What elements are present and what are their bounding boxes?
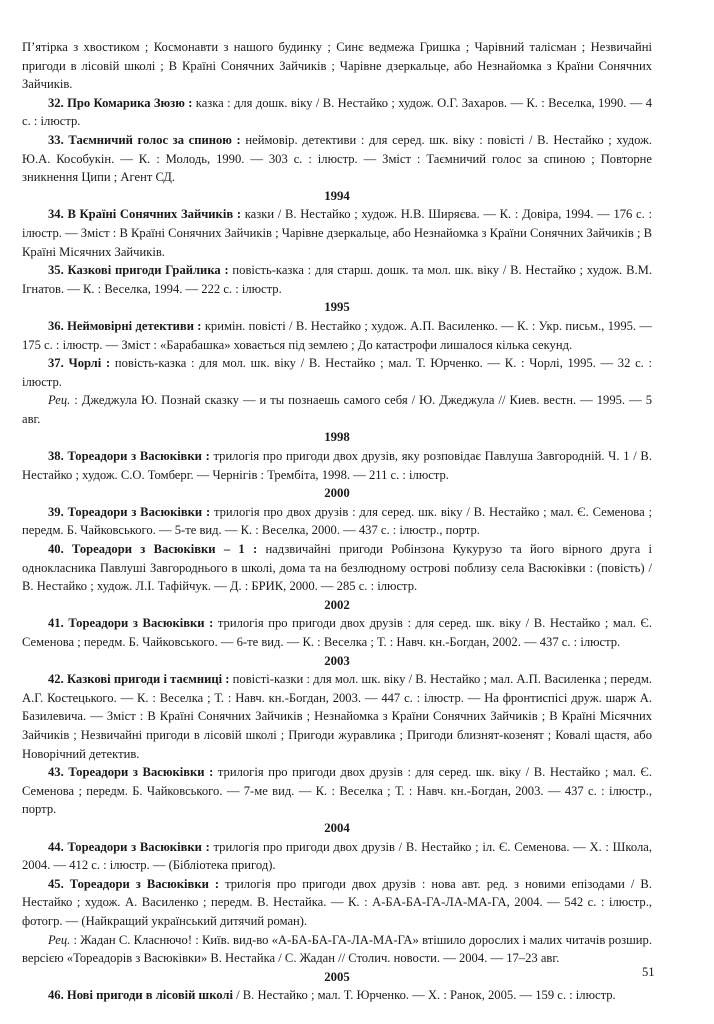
entry-number: 44. — [48, 839, 64, 854]
intro-continuation: П’ятірка з хвостиком ; Космонавти з нашого будинку ; Синє ведмежа Гришка ; Чарівний талісман ; Незвичайні пригоди в лісовій школі ; В Країні Сонячних Зайчиків ; Чарівне дзеркальце, або Незнайомка з Країни Сонячних Зайчиків. — [22, 40, 652, 92]
entry-title: Про Комарика Зюзю : — [67, 95, 193, 110]
entry-description: / В. Нестайко ; мал. Т. Юрченко. — Х. : Ранок, 2005. — 159 с. : ілюстр. — [232, 988, 616, 1003]
year-heading: 2000 — [324, 486, 350, 501]
page-number: 51 — [642, 965, 655, 979]
entry-number: 32. — [48, 95, 64, 110]
entry-title: Тореадори з Васюківки : — [67, 839, 210, 854]
entry-number: 41. — [48, 616, 64, 631]
entry-description: казки / В. Нестайко ; худож. Н.В. Ширяєва. — К. : Довіра, 1994. — 176 с. : ілюстр. — Зміст : В Країні Сонячних Зайчиків ; Чарівне дзеркальце, або Незнайомка з Країни Сонячних Зайчиків ; В Країні Місячних Зайчиків. — [22, 207, 652, 259]
entry-title: Неймовірні детективи : — [67, 318, 202, 333]
entry-number: 36. — [48, 318, 64, 333]
review-note — [22, 931, 652, 968]
review-label: Рец. — [48, 932, 71, 947]
bibliography-entry — [22, 986, 652, 1005]
entry-title: Тореадори з Васюківки : — [67, 449, 210, 464]
review-note — [22, 391, 652, 428]
entry-number: 33. — [48, 132, 64, 147]
bibliography-entry — [22, 763, 652, 819]
entry-number: 45. — [48, 876, 64, 891]
review-label: Рец. — [48, 393, 71, 408]
entry-number: 39. — [48, 504, 64, 519]
entry-description: неймовір. детективи : для серед. шк. віку : повісті / В. Нестайко ; худож. Ю.А. Кособукін. — К. : Молодь, 1990. — 303 с. : ілюстр. — Зміст : Таємничий голос за спиною ; Повторне зникнення Ципи ; Агент СД. — [22, 132, 652, 185]
year-heading: 2002 — [324, 597, 350, 612]
entry-number: 42. — [48, 672, 64, 687]
entry-title: Таємничий голос за спиною : — [68, 132, 241, 147]
entry-description: казка : для дошк. віку / В. Нестайко ; худож. О.Г. Захаров. — К. : Веселка, 1990. — 4 с. : ілюстр. — [22, 95, 652, 129]
bibliography-entry — [22, 875, 652, 931]
bibliography-entry — [22, 205, 652, 261]
entry-description: трилогія про двох друзів : для серед. шк. віку / В. Нестайко ; мал. Є. Семенова ; передм. Б. Чайковського. — 5-те вид. — К. : Веселка, 2000. — 437 с. : ілюстр., портр. — [22, 504, 652, 538]
bibliography-entry — [22, 447, 652, 484]
entry-title: Нові пригоди в лісовій школі — [66, 988, 233, 1003]
entry-description: трилогія про пригоди двох друзів / В. Нестайко ; іл. Є. Семенова. — Х. : Школа, 2004. — 412 с. : ілюстр. — (Бібліотека пригод). — [22, 839, 652, 873]
year-heading: 2004 — [324, 820, 350, 835]
entry-number: 34. — [48, 207, 64, 222]
bibliography-entry — [22, 540, 652, 596]
entry-number: 43. — [48, 765, 64, 780]
bibliography-entry — [22, 131, 652, 187]
review-text: : Жадан С. Класнючо! : Київ. вид-во «А-БА-БА-ГА-ЛА-МА-ГА» втішило дорослих і малих читачів розшир. версією «Тореадорів з Васюківки» В. Нестайка / С. Жадан // Столич. новости. — 2004. — 17–23 авг. — [22, 932, 652, 966]
bibliography-entry — [22, 670, 652, 763]
bibliography-entry — [22, 614, 652, 651]
entry-description: повість-казка : для старш. дошк. та мол. шк. віку / В. Нестайко ; худож. В.М. Ігнатов. — К. : Веселка, 1994. — 222 с. : ілюстр. — [22, 263, 652, 296]
entry-number: 37. — [48, 356, 64, 371]
review-text: : Джеджула Ю. Познай сказку — и ты познаешь самого себя / Ю. Джеджула // Киев. вестн. — 1995. — 5 авг. — [22, 393, 652, 426]
entry-title: Казкові пригоди і таємниці : — [66, 672, 230, 687]
bibliography-body — [22, 38, 652, 1005]
year-heading: 1994 — [324, 188, 350, 203]
entry-title: Тореадори з Васюківки : — [68, 616, 214, 631]
bibliography-entry — [22, 503, 652, 540]
entry-description: кримін. повісті / В. Нестайко ; худож. А.П. Василенко. — К. : Укр. письм., 1995. — 175 с. : ілюстр. — Зміст : «Барабашка» ховається під землею ; До катастрофи лишалося кілька секунд. — [22, 318, 652, 352]
bibliography-entry — [22, 317, 652, 354]
entry-description: повість-казка : для мол. шк. віку / В. Нестайко ; мал. Т. Юрченко. — К. : Чорлі, 1995. — 32 с. : ілюстр. — [22, 356, 653, 389]
bibliography-entry — [22, 94, 652, 131]
entry-number: 35. — [48, 263, 64, 278]
entry-description: повісті-казки : для мол. шк. віку / В. Нестайко ; мал. А.П. Василенка ; передм. А.Г. Костецького. — К. : Веселка ; Т. : Навч. кн.-Богдан, 2003. — 447 с. : ілюстр. — На фронтиспісі друж. шарж А. Базилевича. — Зміст : В Країні Сонячних Зайчиків ; Незнайомка з Країни Сонячних Зайчиків ; В Країні Місячних Зайчиків ; Незвичайні пригоди в лісовій школі ; Пригоди журавлика ; Пригоди близнят-козенят ; Ковалі щастя, або Новорічний детектив. — [22, 672, 652, 761]
entry-description: надзвичайні пригоди Робінзона Кукурузо та його вірного друга і однокласника Павлуші Завгороднього в школі, дома та на безлюдному острові поблизу села Васюківки : (повість) / В. Нестайко ; худож. Л.І. Тафійчук. — Д. : БРИК, 2000. — 285 с. : ілюстр. — [22, 542, 652, 594]
entry-description: трилогія про пригоди двох друзів : нова авт. ред. з новими епізодами / В. Нестайко ; худож. А. Василенко ; передм. В. Нестайка. — К. : А-БА-БА-ГА-ЛА-МА-ГА, 2004. — 542 с. : ілюстр., фотогр. — (Найкращий український дитячий роман). — [22, 876, 652, 928]
year-heading: 2005 — [324, 969, 350, 984]
entry-description: трилогія про пригоди двох друзів, яку розповідає Павлуша Завгородній. Ч. 1 / В. Нестайко ; худож. С.О. Томберг. — Чернігів : Трембіта, 1998. — 211 с. : ілюстр. — [22, 449, 652, 482]
entry-title: Чорлі : — [68, 356, 111, 371]
entry-title: Тореадори з Васюківки : — [68, 765, 214, 780]
entry-title: Тореадори з Васюківки : — [67, 504, 211, 519]
year-heading: 1995 — [324, 300, 350, 315]
year-heading: 2003 — [324, 653, 350, 668]
entry-number: 38. — [48, 449, 64, 464]
entry-title: Казкові пригоди Грайлика : — [67, 263, 229, 278]
entry-description: трилогія про пригоди двох друзів : для серед. шк. віку / В. Нестайко ; мал. Є. Семенова ; передм. Б. Чайковського. — 6-те вид. — К. : Веселка ; Т. : Навч. кн.-Богдан, 2002. — 437 с. : ілюстр. — [22, 616, 652, 649]
entry-number: 40. — [48, 542, 64, 557]
bibliography-entry — [22, 261, 652, 298]
bibliography-entry — [22, 354, 652, 391]
entry-title: Тореадори з Васюківки – 1 : — [72, 542, 258, 557]
entry-title: В Країні Сонячних Зайчиків : — [67, 207, 242, 222]
entry-number: 46. — [48, 988, 64, 1003]
entry-title: Тореадори з Васюківки : — [69, 876, 220, 891]
year-heading: 1998 — [324, 430, 350, 445]
bibliography-entry — [22, 838, 652, 875]
entry-description: трилогія про пригоди двох друзів : для серед. шк. віку / В. Нестайко ; мал. Є. Семенова ; передм. Б. Чайковського. — 7-ме вид. — К. : Веселка ; Т. : Навч. кн.-Богдан, 2003. — 437 с. : ілюстр., портр. — [22, 765, 652, 817]
